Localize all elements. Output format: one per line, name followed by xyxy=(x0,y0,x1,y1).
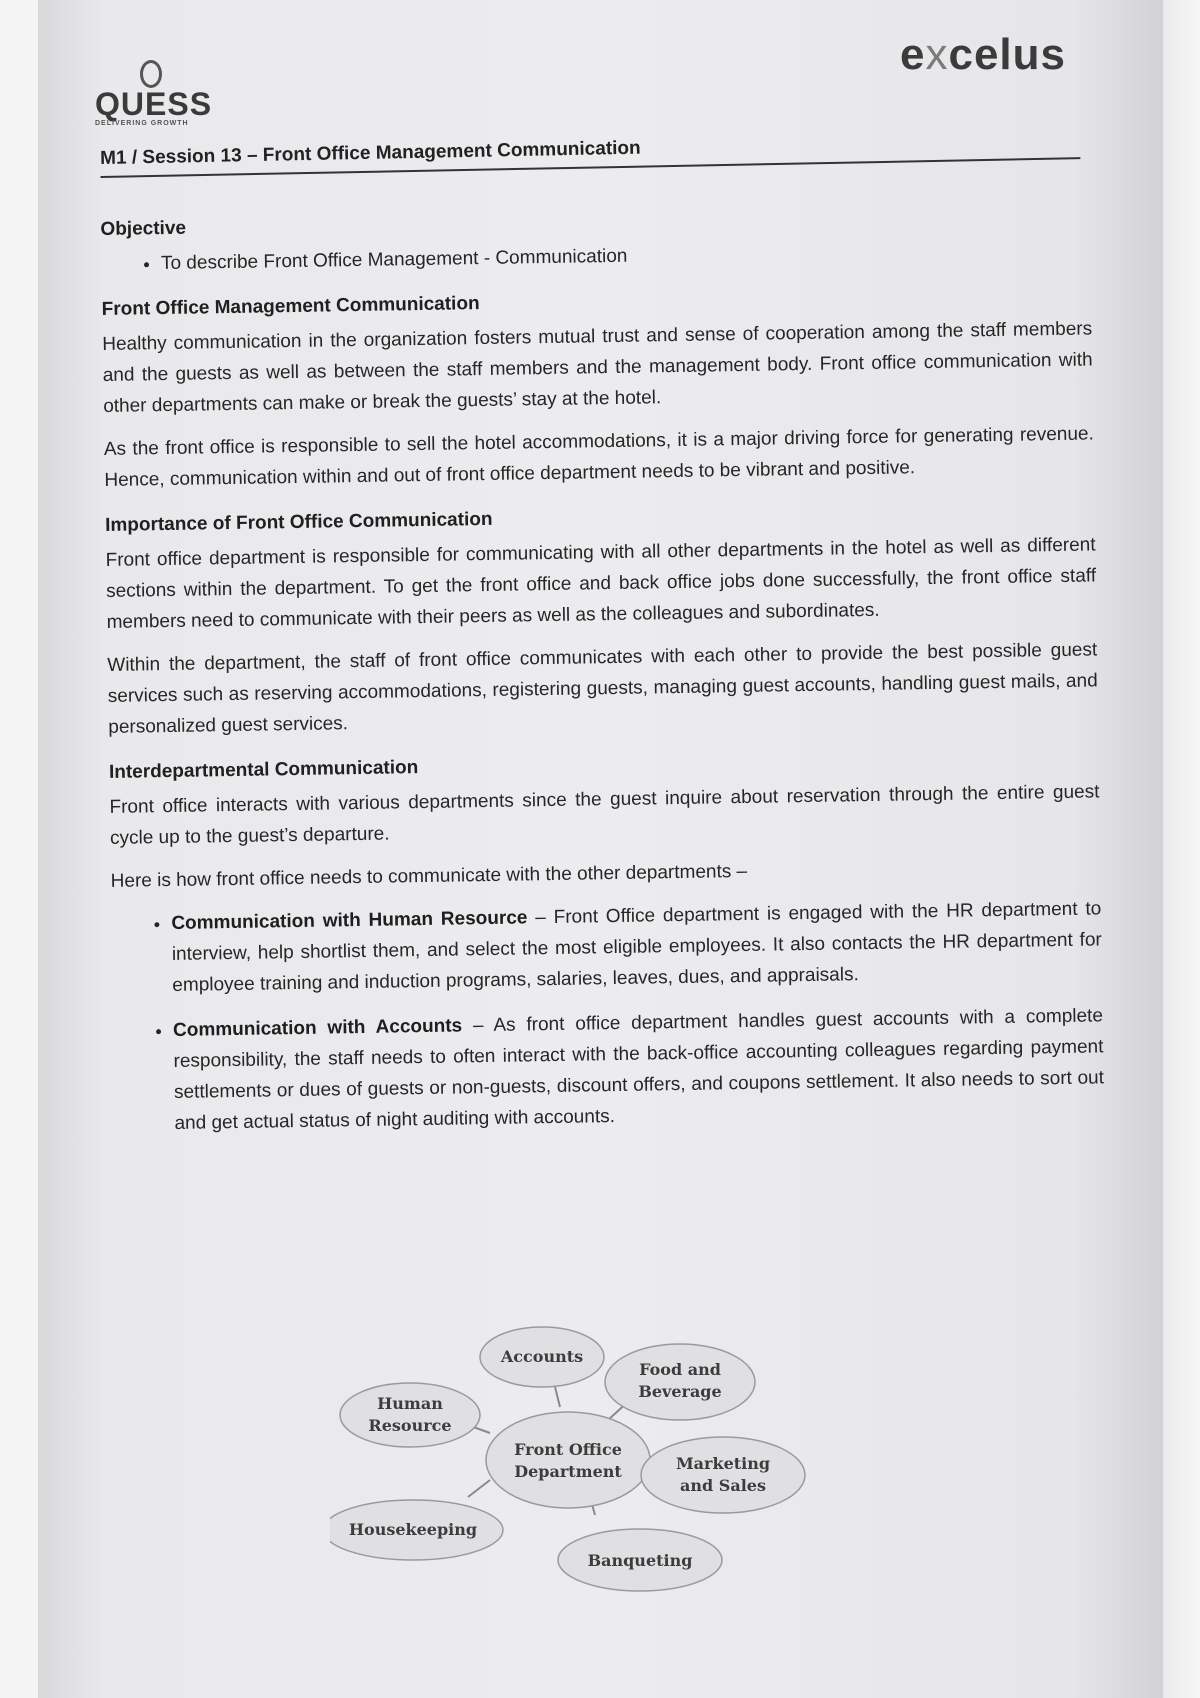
excelus-logo xyxy=(900,30,1066,80)
document-body xyxy=(100,184,1105,1153)
bullet-title: Communication with Accounts xyxy=(172,1015,463,1041)
paragraph: Front office department is responsible for communicating with all other departments in the hotel as well as different sections within the department. To get the front office and back office jobs done successfully, the front office staff members need to communicate with their peers as well as the colleagues and subordinates. xyxy=(105,534,1097,633)
quess-logo-tagline: DELIVERING GROWTH xyxy=(95,120,189,127)
page-margin xyxy=(1163,0,1200,1698)
paragraph: Here is how front office needs to communicate with the other departments – xyxy=(110,860,748,892)
department-bullets xyxy=(111,893,1105,1140)
quess-logo xyxy=(95,60,212,127)
bullet-hr xyxy=(171,893,1102,1001)
section-heading-fom-communication: Front Office Management Communication xyxy=(101,293,480,320)
bullet-title: Communication with Human Resource xyxy=(171,907,528,934)
department-diagram xyxy=(330,1315,850,1595)
paragraph: As the front office is responsible to sell the hotel accommodations, it is a major driving force for generating revenue. Hence, communication within and out of front office department needs to be vibrant and positive. xyxy=(103,423,1094,491)
node-human-resource: Human Resource xyxy=(368,1394,452,1435)
node-accounts: Accounts xyxy=(500,1347,584,1366)
paragraph: Healthy communication in the organization fosters mutual trust and sense of cooperation among the staff members and the guests as well as between the staff members and the management body. Front office communication with other departments can make or break the guests’ stay at the hotel. xyxy=(102,318,1093,417)
quess-logo-word: QUESS xyxy=(95,86,213,122)
bullet-text: – Front Office department is engaged with the HR department to interview, help shortlist them, and select the most eligible employees. It also contacts the HR department for employee training and induction programs, salaries, leaves, dues, and appraisals. xyxy=(171,898,1102,996)
excelus-logo-suffix: celus xyxy=(948,30,1066,79)
objective-heading: Objective xyxy=(100,217,187,240)
section-heading-interdepartmental: Interdepartmental Communication xyxy=(108,757,419,783)
node-food-beverage: Food and Beverage xyxy=(638,1360,722,1401)
quess-logo-mark-icon xyxy=(140,60,162,88)
excelus-logo-x: x xyxy=(925,30,949,79)
node-front-office: Front Office Department xyxy=(514,1440,622,1481)
node-housekeeping: Housekeeping xyxy=(348,1520,478,1539)
node-banqueting: Banqueting xyxy=(587,1551,693,1570)
objective-item: • To describe Front Office Management - Communication xyxy=(161,233,1091,279)
paragraph: Within the department, the staff of front office communicates with each other to provide the best possible guest services such as reserving accommodations, registering guests, managing guest accounts, handling guest mails, and personalized guest services. xyxy=(107,639,1098,738)
bullet-accounts xyxy=(173,1000,1105,1139)
bullet-text: – As front office department handles guest accounts with a complete responsibility, the staff needs to often interact with the back-office accounting colleagues regarding payment settlements or dues of guests or non-guests, discount offers, and coupons settlement. It also needs to sort out and get actual status of night auditing with accounts. xyxy=(173,1005,1105,1134)
excelus-logo-prefix: e xyxy=(900,30,926,79)
connector-accounts xyxy=(555,1387,560,1407)
connector-housekeeping xyxy=(468,1480,490,1497)
session-title: M1 / Session 13 – Front Office Management Communication xyxy=(100,129,1080,178)
paragraph: Front office interacts with various departments since the guest inquire about reservation through the entire guest cycle up to the guest’s departure. xyxy=(109,781,1100,849)
node-marketing-sales: Marketing and Sales xyxy=(675,1454,771,1495)
section-heading-importance: Importance of Front Office Communication xyxy=(104,508,493,536)
